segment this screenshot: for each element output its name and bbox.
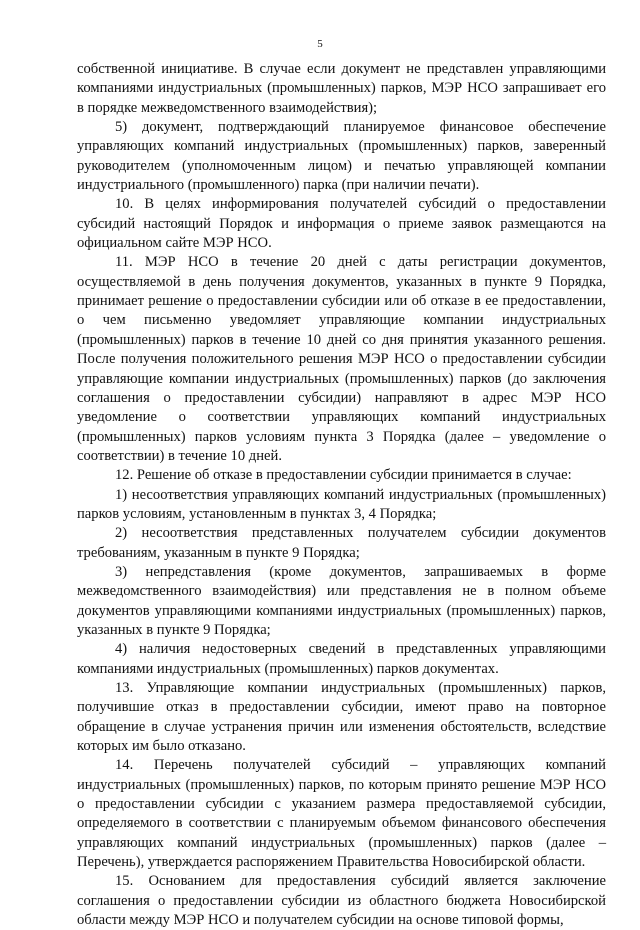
paragraph-clause-12-item-3: 3) непредставления (кроме документов, запрашиваемых в форме межведомственного взаимодействия) или представления не в полном объеме документов управляющими компаниями индустриальных (промышленных) парков, указанных в пункте 9 Порядка; <box>77 563 606 638</box>
paragraph-clause-12-item-2: 2) несоответствия представленных получателем субсидии документов требованиям, указанным в пункте 9 Порядка; <box>77 525 606 561</box>
paragraph-clause-14: 14. Перечень получателей субсидий – управляющих компаний индустриальных (промышленных) парков, по которым принято решение МЭР НСО о предоставлении субсидии с указанием размера предоставляемой субсидии, определяемого в соответствии с планируемым объемом финансового обеспечения управляющих компаний индустриальных (промышленных) парков (далее – Перечень), утверждается распоряжением Правительства Новосибирской области. <box>77 757 606 871</box>
paragraph-clause-12-item-1: 1) несоответствия управляющих компаний индустриальных (промышленных) парков условиям, установленным в пунктах 3, 4 Порядка; <box>77 486 606 522</box>
paragraph-clause-10: 10. В целях информирования получателей субсидий о предоставлении субсидий настоящий Порядок и информация о приеме заявок размещаются на официальном сайте МЭР НСО. <box>77 196 606 252</box>
paragraph-item-5: 5) документ, подтверждающий планируемое финансовое обеспечение управляющих компаний индустриальных (промышленных) парков, заверенный руководителем (уполномоченным лицом) и печатью управляющей компании индустриального (промышленного) парка (при наличии печати). <box>77 119 606 194</box>
paragraph-clause-12: 12. Решение об отказе в предоставлении субсидии принимается в случае: <box>115 467 572 484</box>
document-body <box>77 60 606 930</box>
paragraph-continuation: собственной инициативе. В случае если документ не представлен управляющими компаниями индустриальных (промышленных) парков, МЭР НСО запрашивает его в порядке межведомственного взаимодействия); <box>77 61 606 116</box>
page-number: 5 <box>317 38 323 50</box>
paragraph-clause-15: 15. Основанием для предоставления субсидий является заключение соглашения о предоставлении субсидии из областного бюджета Новосибирской области между МЭР НСО и получателем субсидии на основе типовой формы, <box>77 873 606 929</box>
paragraph-clause-13: 13. Управляющие компании индустриальных (промышленных) парков, получившие отказ в предоставлении субсидии, имеют право на повторное обращение в случае устранения причин или изменения обстоятельств, вследствие которых им было отказано. <box>77 680 606 755</box>
paragraph-clause-12-item-4: 4) наличия недостоверных сведений в представленных управляющими компаниями индустриальных (промышленных) парков документах. <box>77 641 606 677</box>
paragraph-clause-11: 11. МЭР НСО в течение 20 дней с даты регистрации документов, осуществляемой в день получения документов, указанных в пункте 9 Порядка, принимает решение о предоставлении субсидии или об отказе в ее предоставлении, о чем письменно уведомляет управляющие компании индустриальных (промышленных) парков в течение 10 дней со дня принятия указанного решения. После получения положительного решения МЭР НСО о предоставлении субсидии управляющие компании индустриальных (промышленных) парков (до заключения соглашения о предоставлении субсидии) направляют в адрес МЭР НСО уведомление о соответствии управляющих компаний индустриальных (промышленных) парков условиям пункта 3 Порядка (далее – уведомление о соответствии) в течение 10 дней. <box>77 254 606 464</box>
